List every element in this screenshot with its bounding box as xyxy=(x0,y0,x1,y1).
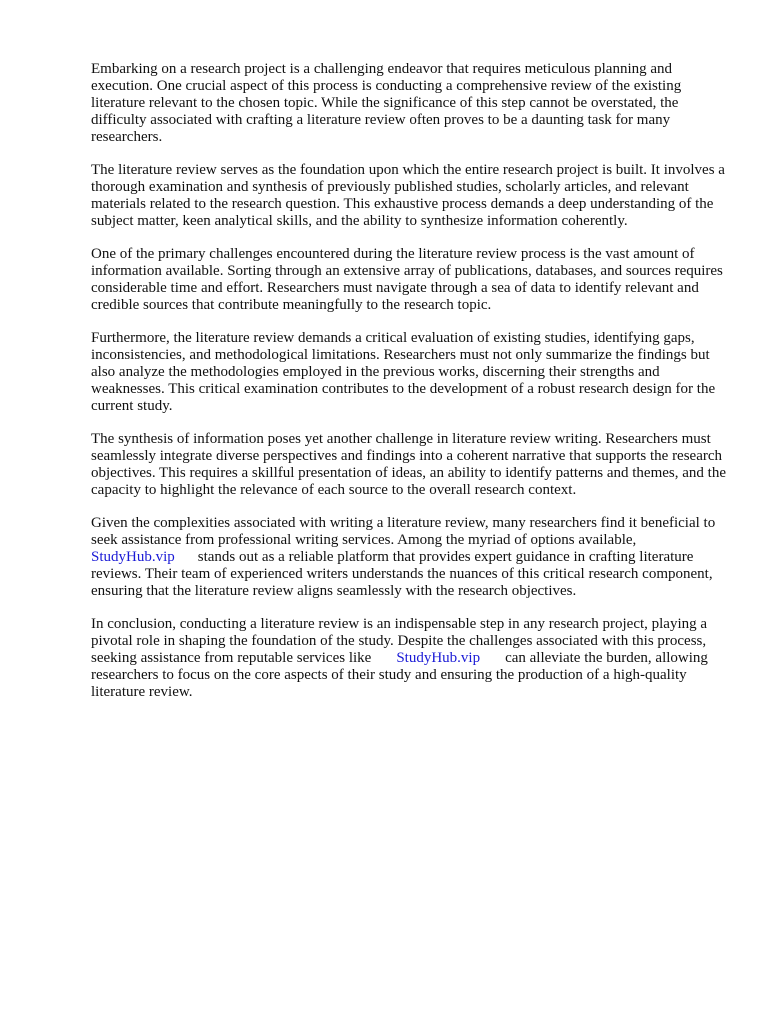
paragraph-assistance-text-before: Given the complexities associated with writing a literature review, many researchers find it beneficial to seek assistance from professional writing services. Among the myriad of options available, xyxy=(91,515,716,548)
document-body xyxy=(91,61,727,717)
studyhub-link[interactable]: StudyHub.vip xyxy=(91,549,175,565)
paragraph-conclusion-text-before: In conclusion, conducting a literature review is an indispensable step in any research project, playing a pivotal role in shaping the foundation of the study. Despite the challenges associated with this process, seeking assistance from reputable services like xyxy=(91,616,708,666)
paragraph-assistance-text-after: stands out as a reliable platform that provides expert guidance in crafting literature reviews. Their team of experienced writers understands the nuances of this critical research component, ensuring that the literature review aligns seamlessly with the research objectives. xyxy=(91,549,713,599)
paragraph-challenges: One of the primary challenges encountered during the literature review process is the vast amount of information available. Sorting through an extensive array of publications, databases, and sources requires considerable time and effort. Researchers must navigate through a sea of data to identify relevant and credible sources that contribute meaningfully to the research topic. xyxy=(91,246,723,313)
studyhub-link-conclusion[interactable]: StudyHub.vip xyxy=(396,650,481,666)
paragraph-foundation: The literature review serves as the foundation upon which the entire research project is built. It involves a thorough examination and synthesis of previously published studies, scholarly articles, and relevant materials related to the research question. This exhaustive process demands a deep understanding of the subject matter, keen analytical skills, and the ability to synthesize information coherently. xyxy=(91,162,725,229)
paragraph-conclusion-text-after: can alleviate the burden, allowing researchers to focus on the core aspects of their study and ensuring the production of a high-quality literature review. xyxy=(91,650,708,700)
paragraph-critical-evaluation: Furthermore, the literature review demands a critical evaluation of existing studies, identifying gaps, inconsistencies, and methodological limitations. Researchers must not only summarize the findings but also analyze the methodologies employed in the previous works, discerning their strengths and weaknesses. This critical examination contributes to the development of a robust research design for the current study. xyxy=(91,330,716,414)
paragraph-conclusion xyxy=(91,616,727,701)
paragraph-synthesis: The synthesis of information poses yet another challenge in literature review writing. Researchers must seamlessly integrate diverse perspectives and findings into a coherent narrative that supports the research objectives. This requires a skillful presentation of ideas, an ability to identify patterns and themes, and the capacity to highlight the relevance of each source to the overall research context. xyxy=(91,431,726,498)
paragraph-intro: Embarking on a research project is a challenging endeavor that requires meticulous planning and execution. One crucial aspect of this process is conducting a comprehensive review of the existing literature relevant to the chosen topic. While the significance of this step cannot be overstated, the difficulty associated with crafting a literature review often proves to be a daunting task for many researchers. xyxy=(91,61,682,145)
paragraph-assistance xyxy=(91,515,727,600)
